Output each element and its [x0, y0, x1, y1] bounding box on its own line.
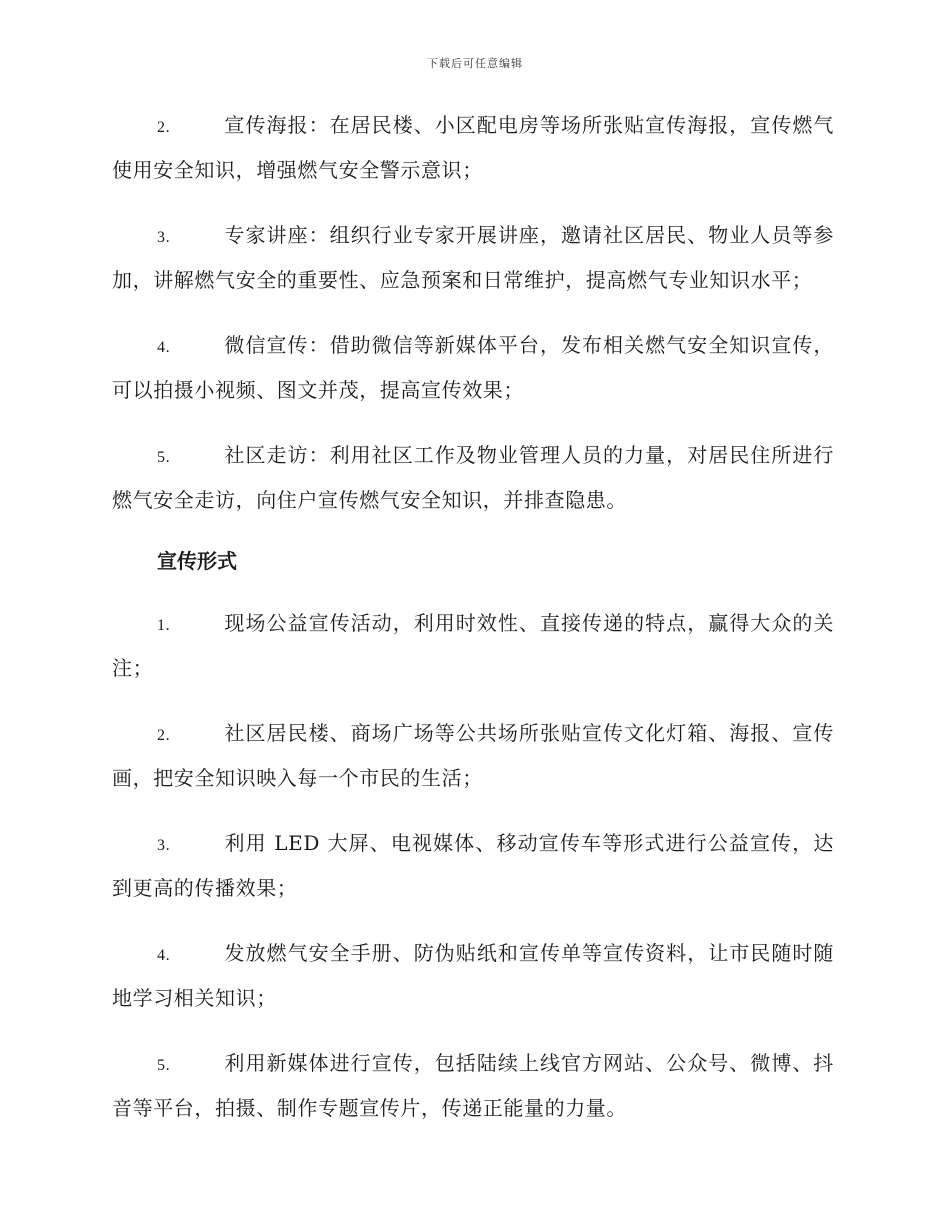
page-header: 下载后可任意编辑: [427, 57, 523, 70]
item-number: 4.: [157, 947, 171, 964]
list-item: [112, 104, 834, 192]
item-text: 社区走访：利用社区工作及物业管理人员的力量，对居民住所进行燃气安全走访，向住户宣传燃气安全知识，并排查隐患。: [112, 443, 834, 512]
item-text: 利用 LED 大屏、电视媒体、移动宣传车等形式进行公益宣传，达到更高的传播效果；: [112, 831, 834, 900]
item-number: 2.: [157, 727, 171, 744]
item-text: 社区居民楼、商场广场等公共场所张贴宣传文化灯箱、海报、宣传画，把安全知识映入每一个市民的生活；: [112, 721, 834, 790]
list-item: [112, 324, 834, 412]
item-number: 5.: [157, 1057, 171, 1074]
list-item: [112, 932, 834, 1020]
item-text: 专家讲座：组织行业专家开展讲座，邀请社区居民、物业人员等参加，讲解燃气安全的重要性、应急预案和日常维护，提高燃气专业知识水平；: [112, 223, 834, 292]
item-number: 2.: [157, 119, 171, 136]
item-text: 微信宣传：借助微信等新媒体平台，发布相关燃气安全知识宣传，可以拍摄小视频、图文并茂，提高宣传效果；: [112, 333, 834, 402]
section-heading: 宣传形式: [157, 549, 237, 573]
item-number: 5.: [157, 449, 171, 466]
item-text: 发放燃气安全手册、防伪贴纸和宣传单等宣传资料，让市民随时随地学习相关知识；: [112, 941, 834, 1010]
list-item: [112, 602, 834, 690]
list-item: [112, 822, 834, 910]
list-item: [112, 1042, 834, 1130]
item-number: 3.: [157, 837, 171, 854]
item-number: 3.: [157, 229, 171, 246]
item-number: 4.: [157, 339, 171, 356]
item-text: 现场公益宣传活动，利用时效性、直接传递的特点，赢得大众的关注；: [112, 611, 834, 680]
list-item: [112, 434, 834, 522]
item-text: 宣传海报：在居民楼、小区配电房等场所张贴宣传海报，宣传燃气使用安全知识，增强燃气安全警示意识；: [112, 113, 834, 182]
item-text: 利用新媒体进行宣传，包括陆续上线官方网站、公众号、微博、抖音等平台，拍摄、制作专题宣传片，传递正能量的力量。: [112, 1051, 834, 1120]
document-body: [112, 104, 834, 1152]
list-item: [112, 712, 834, 800]
list-item: [112, 214, 834, 302]
item-number: 1.: [157, 617, 171, 634]
